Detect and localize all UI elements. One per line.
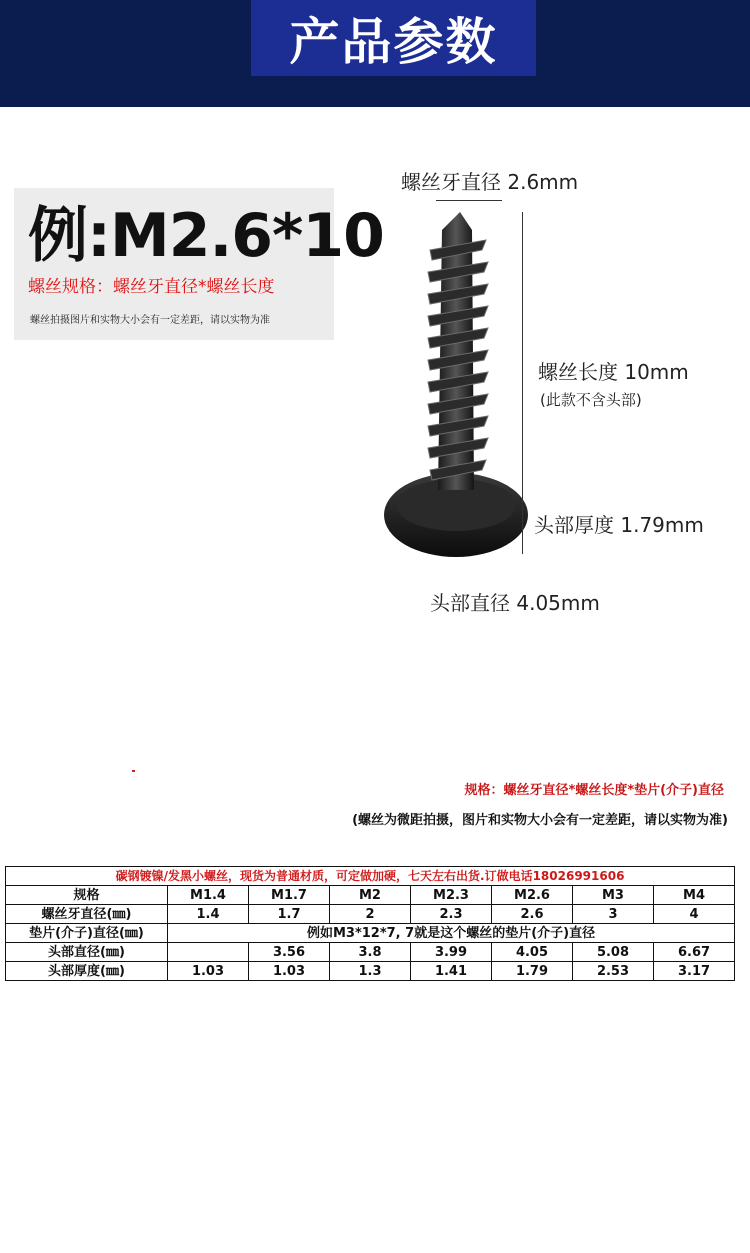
- table-cell: 6.67: [654, 943, 735, 962]
- table-banner-row: [6, 867, 735, 886]
- head-thickness-label: 头部厚度 1.79mm: [534, 513, 704, 537]
- table-cell: 2.6: [492, 905, 573, 924]
- table-cell: [168, 943, 249, 962]
- row-label: 头部直径(㎜): [6, 943, 168, 962]
- table-cell: 3: [573, 905, 654, 924]
- size-cell: M1.7: [249, 886, 330, 905]
- head-diameter-label: 头部直径 4.05mm: [430, 591, 600, 615]
- table-banner: 碳钢镀镍/发黑小螺丝，现货为普通材质，可定做加硬，七天左右出货.订做电话18026991606: [6, 867, 735, 886]
- spec-note: (螺丝为微距拍摄，图片和实物大小会有一定差距，请以实物为准): [352, 813, 728, 828]
- table-cell: 4: [654, 905, 735, 924]
- table-cell: 1.4: [168, 905, 249, 924]
- table-row: [6, 962, 735, 981]
- size-cell: M3: [573, 886, 654, 905]
- table-cell: 2.53: [573, 962, 654, 981]
- row-label: 垫片(介子)直径(㎜): [6, 924, 168, 943]
- table-row: [6, 924, 735, 943]
- example-subtitle: 螺丝规格：螺丝牙直径*螺丝长度: [28, 277, 275, 297]
- thread-diameter-label: 螺丝牙直径 2.6mm: [401, 170, 579, 194]
- page-title: 产品参数: [251, 0, 536, 76]
- length-line: [522, 212, 523, 554]
- table-cell: 3.56: [249, 943, 330, 962]
- length-label: 螺丝长度 10mm: [538, 360, 689, 384]
- example-card: [14, 188, 384, 340]
- table-cell: 3.8: [330, 943, 411, 962]
- washer-note: 例如M3*12*7, 7就是这个螺丝的垫片(介子)直径: [168, 924, 735, 943]
- length-note: (此款不含头部): [540, 391, 642, 409]
- table-row: [6, 943, 735, 962]
- spec-heading: 规格：螺丝牙直径*螺丝长度*垫片(介子)直径: [464, 783, 724, 798]
- table-header-row: [6, 886, 735, 905]
- table-row: [6, 905, 735, 924]
- table-cell: 1.79: [492, 962, 573, 981]
- table-cell: 5.08: [573, 943, 654, 962]
- table-cell: 4.05: [492, 943, 573, 962]
- table-cell: 2.3: [411, 905, 492, 924]
- thread-diameter-line: [436, 200, 502, 201]
- table-cell: 1.3: [330, 962, 411, 981]
- table-cell: 1.03: [249, 962, 330, 981]
- table-header-label: 规格: [6, 886, 168, 905]
- table-cell: 3.17: [654, 962, 735, 981]
- spec-table: [5, 866, 735, 981]
- size-cell: M2.3: [411, 886, 492, 905]
- example-note: 螺丝拍摄图片和实物大小会有一定差距，请以实物为准: [30, 315, 270, 326]
- decorative-dot: [132, 770, 135, 772]
- screw-image: [370, 190, 540, 570]
- table-cell: 2: [330, 905, 411, 924]
- row-label: 头部厚度(㎜): [6, 962, 168, 981]
- table-cell: 1.7: [249, 905, 330, 924]
- size-cell: M1.4: [168, 886, 249, 905]
- size-cell: M4: [654, 886, 735, 905]
- table-cell: 1.03: [168, 962, 249, 981]
- example-title: 例:M2.6*10: [28, 201, 384, 271]
- row-label: 螺丝牙直径(㎜): [6, 905, 168, 924]
- table-cell: 1.41: [411, 962, 492, 981]
- size-cell: M2.6: [492, 886, 573, 905]
- table-cell: 3.99: [411, 943, 492, 962]
- size-cell: M2: [330, 886, 411, 905]
